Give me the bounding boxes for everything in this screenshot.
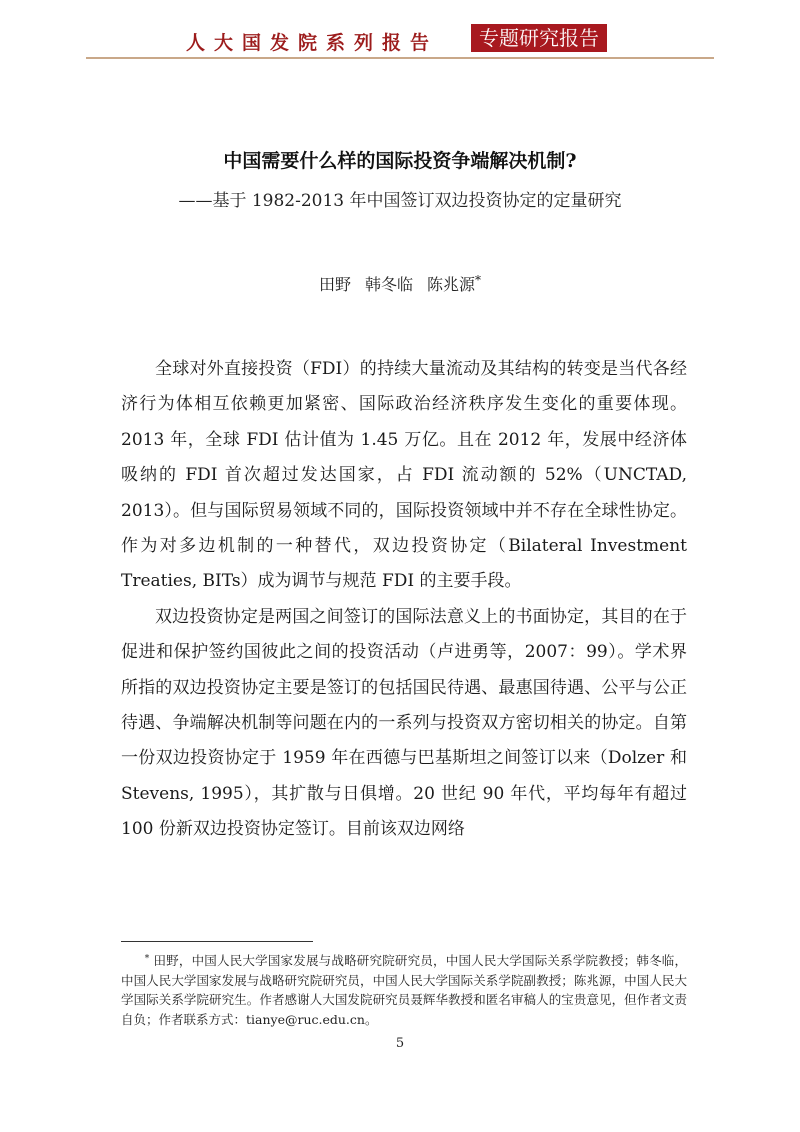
author-footnote-mark[interactable]: *: [475, 273, 482, 287]
footnote-text: 田野，中国人民大学国家发展与战略研究院研究员，中国人民大学国际关系学院教授；韩冬临，中国人民大学国家发展与战略研究院研究员，中国人民大学国际关系学院副教授；陈兆源，中国人民大学国际关系学院研究生。作者感谢人大国发院研究员聂辉华教授和匿名审稿人的宝贵意见，但作者文责自负；作者联系方式：tianye@ruc.edu.cn。: [121, 953, 687, 1027]
author-name: 陈兆源: [427, 275, 476, 294]
article-body: [121, 352, 687, 848]
footnote-mark: *: [144, 954, 150, 964]
header-rule: [86, 57, 714, 59]
author-name: 田野: [318, 275, 351, 294]
series-title: 人大国发院系列报告: [186, 32, 439, 54]
article-title: 中国需要什么样的国际投资争端解决机制?: [223, 150, 577, 172]
page-number: 5: [395, 1036, 405, 1051]
footnote: [121, 950, 687, 1029]
report-header: [86, 24, 714, 58]
series-badge: 专题研究报告: [471, 24, 607, 52]
body-paragraph: 双边投资协定是两国之间签订的国际法意义上的书面协定，其目的在于促进和保护签约国彼此之间的投资活动（卢进勇等，2007：99）。学术界所指的双边投资协定主要是签订的包括国民待遇、最惠国待遇、公平与公正待遇、争端解决机制等问题在内的一系列与投资双方密切相关的协定。自第一份双边投资协定于 1959 年在西德与巴基斯坦之间签订以来（Dolzer 和 Stevens, 1995），其扩散与日俱增。20 世纪 90 年代，平均每年有超过 100 份新双边投资协定签订。目前该双边网络: [121, 606, 687, 840]
author-list: [0, 272, 800, 295]
article-subtitle: ——基于 1982-2013 年中国签订双边投资协定的定量研究: [178, 191, 622, 211]
footnote-separator: [121, 941, 313, 942]
body-paragraph: 全球对外直接投资（FDI）的持续大量流动及其结构的转变是当代各经济行为体相互依赖更加紧密、国际政治经济秩序发生变化的重要体现。2013 年，全球 FDI 估计值为 1.45 万亿。且在 2012 年，发展中经济体吸纳的 FDI 首次超过发达国家，占 FDI 流动额的 52%（UNCTAD, 2013）。但与国际贸易领域不同的，国际投资领域中并不存在全球性协定。作为对多边机制的一种替代，双边投资协定（Bilateral Investment Treaties, BITs）成为调节与规范 FDI 的主要手段。: [121, 359, 687, 592]
author-name: 韩冬临: [364, 275, 413, 294]
